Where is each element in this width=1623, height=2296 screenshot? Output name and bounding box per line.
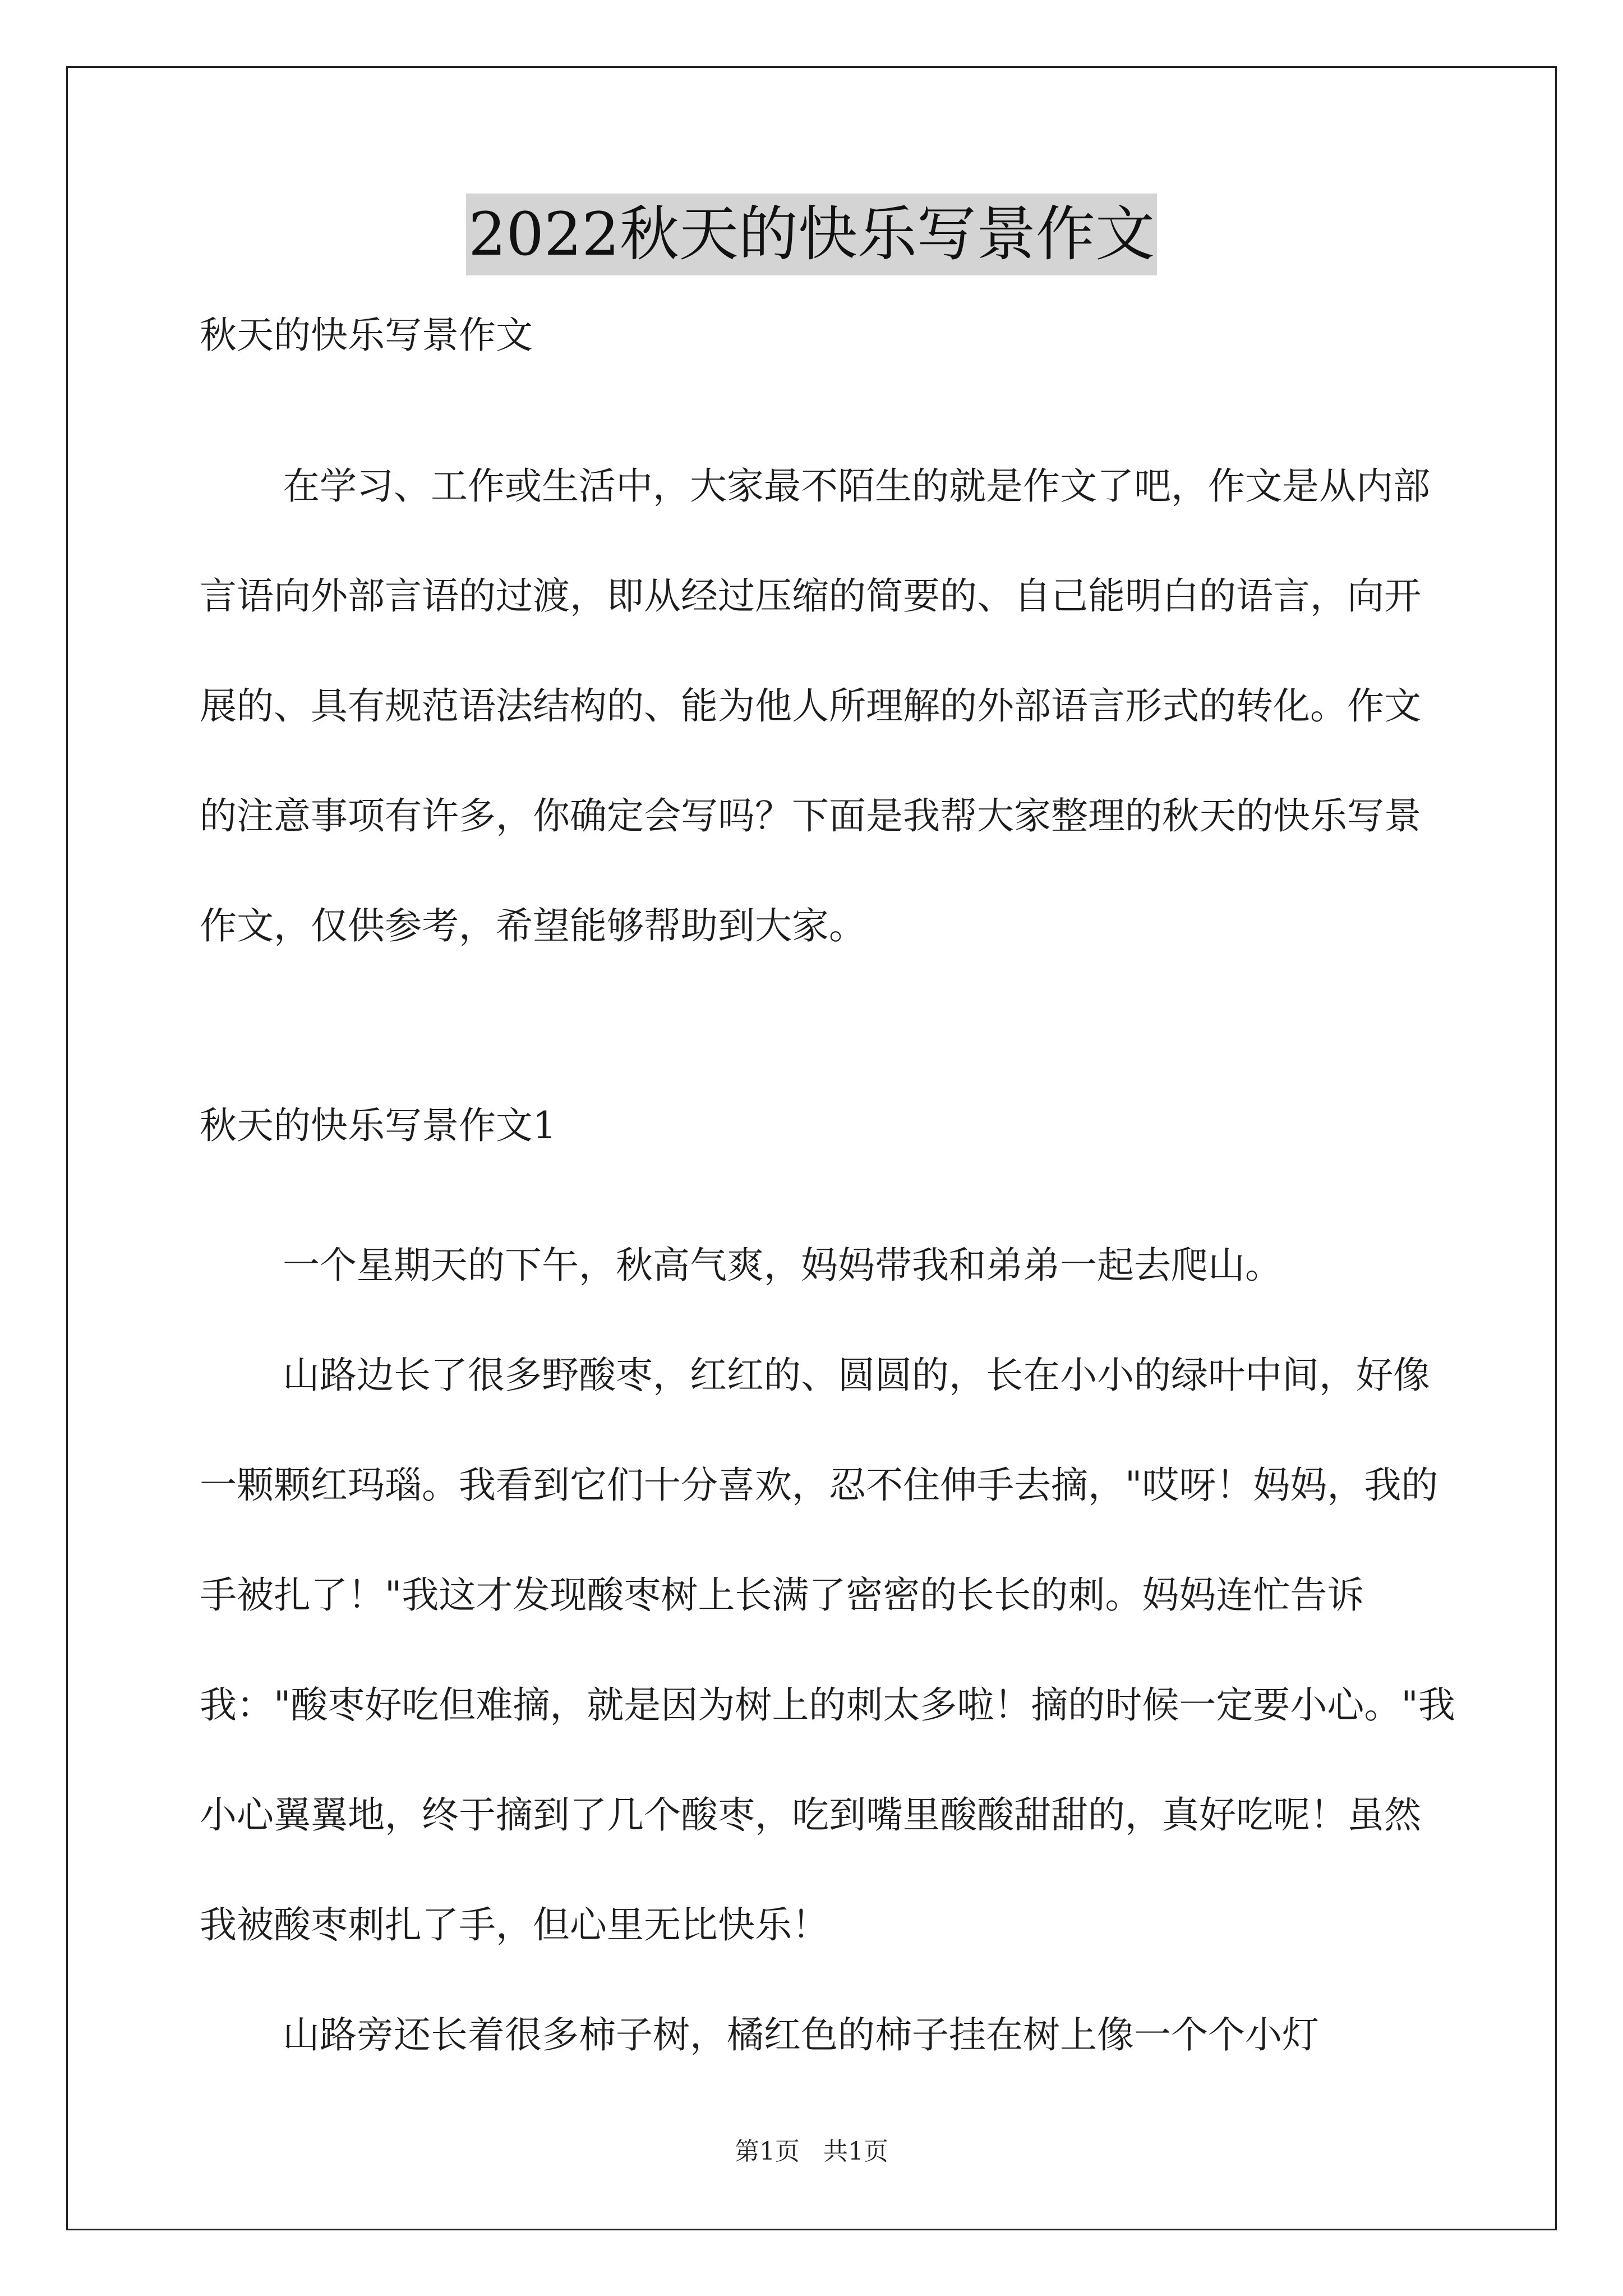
section-heading: 秋天的快乐写景作文1 bbox=[200, 1104, 556, 1147]
document-title: 2022秋天的快乐写景作文 bbox=[466, 194, 1157, 275]
intro-paragraph: 在学习、工作或生活中，大家最不陌生的就是作文了吧，作文是从内部言语向外部言语的过渡，即从经过压缩的简要的、自己能明白的语言，向开展的、具有规范语法结构的、能为他人所理解的外部语言形式的转化。作文的注意事项有许多，你确定会写吗？下面是我帮大家整理的秋天的快乐写景作文，仅供参考，希望能够帮助到大家。 bbox=[200, 464, 1430, 947]
paragraph-3: 山路旁还长着很多柿子树，橘红色的柿子挂在树上像一个个小灯 bbox=[283, 2013, 1319, 2056]
page-footer: 第1页 共1页 bbox=[735, 2137, 888, 2166]
title-container bbox=[0, 194, 1623, 275]
paragraph-1: 一个星期天的下午，秋高气爽，妈妈带我和弟弟一起去爬山。 bbox=[283, 1244, 1282, 1287]
subtitle: 秋天的快乐写景作文 bbox=[200, 314, 533, 357]
paragraph-2: 山路边长了很多野酸枣，红红的、圆圆的，长在小小的绿叶中间，好像一颗颗红玛瑙。我看到它们十分喜欢，忍不住伸手去摘，"哎呀！妈妈，我的手被扎了！"我这才发现酸枣树上长满了密密的长长的刺。妈妈连忙告诉我："酸枣好吃但难摘，就是因为树上的刺太多啦！摘的时候一定要小心。"我小心翼翼地，终于摘到了几个酸枣，吃到嘴里酸酸甜甜的，真好吃呢！虽然我被酸枣刺扎了手，但心里无比快乐！ bbox=[200, 1354, 1455, 1947]
